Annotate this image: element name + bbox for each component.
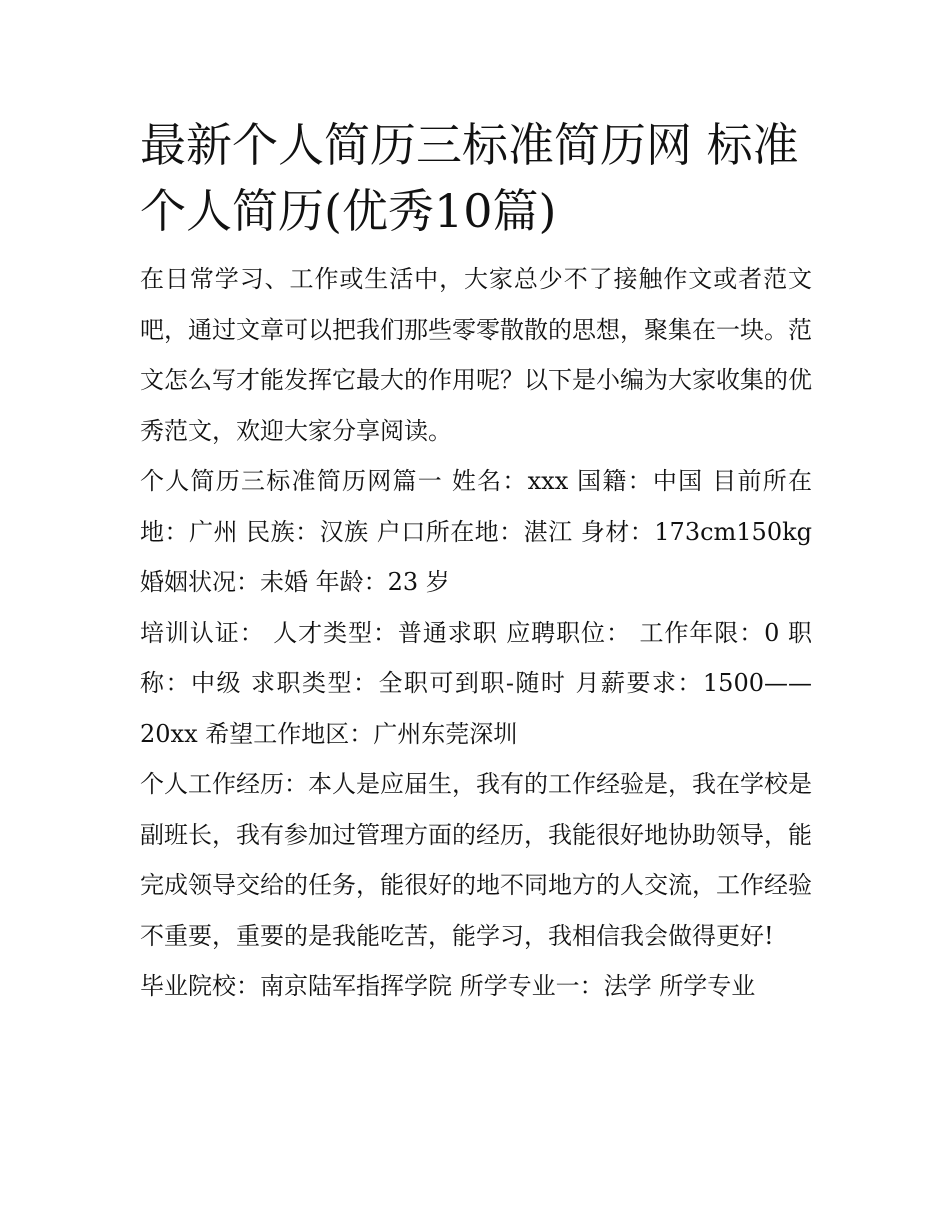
document-title: 最新个人简历三标准简历网 标准个人简历(优秀10篇) [140,118,799,238]
education-paragraph: 毕业院校：南京陆军指挥学院 所学专业一：法学 所学专业 [140,972,756,1000]
work-experience-paragraph: 个人工作经历：本人是应届生，我有的工作经验是，我在学校是副班长，我有参加过管理方面的经历，我能很好地协助领导，能完成领导交给的任务，能很好的地不同地方的人交流，工作经验不重要，重要的是我能吃苦，能学习，我相信我会做得更好! [140,770,812,950]
document-page [140,112,812,1012]
job-intent-paragraph: 培训认证： 人才类型：普通求职 应聘职位： 工作年限：0 职称：中级 求职类型：全职可到职-随时 月薪要求：1500——20xx 希望工作地区：广州东莞深圳 [140,618,812,748]
personal-info-paragraph: 个人简历三标准简历网篇一 姓名：xxx 国籍：中国 目前所在地：广州 民族：汉族 户口所在地：湛江 身材：173cm150kg 婚姻状况：未婚 年龄：23 岁 [140,467,812,596]
intro-paragraph: 在日常学习、工作或生活中，大家总少不了接触作文或者范文吧，通过文章可以把我们那些零零散散的思想，聚集在一块。范文怎么写才能发挥它最大的作用呢？以下是小编为大家收集的优秀范文，欢迎大家分享阅读。 [140,265,812,445]
